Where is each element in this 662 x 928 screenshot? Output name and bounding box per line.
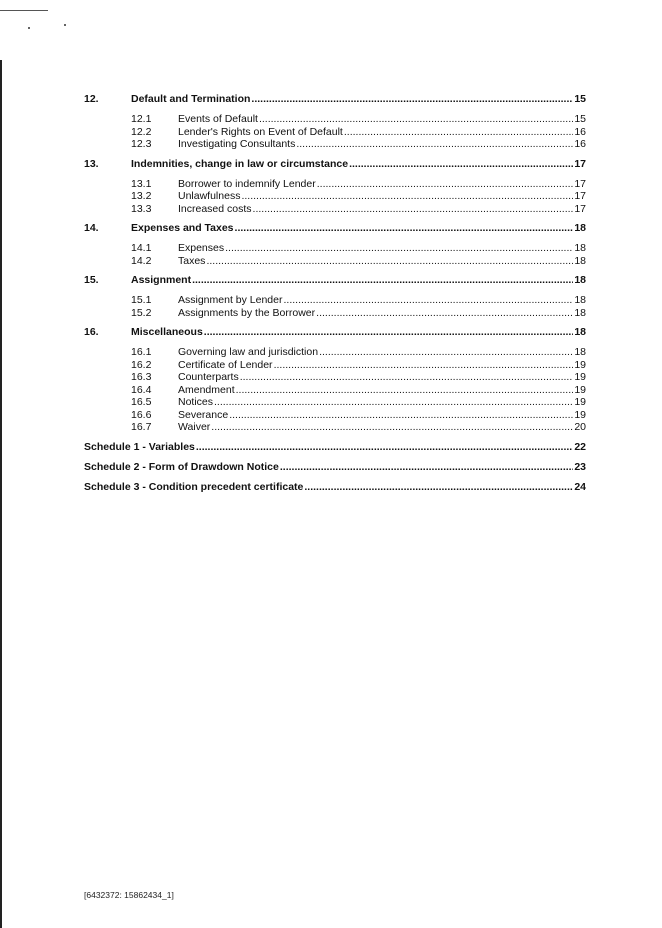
subsection-title: Notices — [178, 396, 214, 408]
subsection-number: 13.1 — [131, 177, 152, 190]
toc-subsection — [84, 346, 586, 359]
subsection-number: 16.2 — [131, 358, 152, 371]
dot-leader — [236, 384, 574, 397]
schedule-title: Schedule 3 - Condition precedent certificate — [84, 480, 304, 493]
subsection-title: Certificate of Lender — [178, 358, 273, 371]
dot-leader — [214, 396, 573, 409]
subsection-title: Counterparts — [178, 371, 239, 383]
scan-artifact-line — [0, 10, 48, 11]
toc-subsection — [84, 126, 586, 139]
subsection-title: Amendment — [178, 383, 235, 396]
subsection-number: 12.1 — [131, 113, 152, 125]
dot-leader — [280, 460, 573, 474]
dot-leader — [229, 409, 573, 422]
dot-leader — [192, 273, 573, 287]
subsection-title: Assignments by the Borrower — [178, 306, 316, 319]
dot-leader — [317, 178, 574, 191]
toc-schedule — [84, 460, 586, 474]
dot-leader — [240, 371, 574, 384]
section-title: Miscellaneous — [131, 326, 203, 338]
dot-leader — [296, 138, 573, 151]
subsection-title: Taxes — [178, 254, 206, 267]
scan-artifact-edge — [0, 60, 2, 928]
document-reference: [6432372: 15862434_1] — [84, 890, 174, 900]
toc-subsection — [84, 294, 586, 307]
toc-subsection — [84, 359, 586, 372]
dot-leader — [316, 307, 573, 320]
subsection-title: Unlawfulness — [178, 190, 241, 202]
dot-leader — [225, 242, 573, 255]
toc-section-heading — [84, 157, 586, 171]
toc-section — [84, 157, 586, 216]
subsection-number: 16.5 — [131, 396, 152, 408]
subsection-page-number: 19 — [574, 396, 586, 408]
section-page-number: 15 — [574, 93, 586, 105]
dot-leader — [211, 421, 573, 434]
toc-subsection — [84, 113, 586, 126]
subsection-page-number: 18 — [574, 294, 586, 306]
subsection-number: 14.1 — [131, 242, 152, 254]
toc-subsection — [84, 190, 586, 203]
toc-section-heading — [84, 92, 586, 106]
toc-subsection — [84, 384, 586, 397]
section-page-number: 18 — [574, 222, 586, 234]
subsection-page-number: 19 — [574, 358, 586, 371]
subsection-title: Expenses — [178, 242, 225, 254]
toc-schedule — [84, 480, 586, 494]
dot-leader — [283, 294, 573, 307]
dot-leader — [319, 346, 573, 359]
subsection-number: 16.3 — [131, 371, 152, 383]
toc-subsection — [84, 203, 586, 216]
subsection-title: Severance — [178, 408, 229, 421]
section-number: 12. — [84, 93, 99, 105]
toc-subsection — [84, 255, 586, 268]
subsection-page-number: 15 — [574, 113, 586, 125]
section-page-number: 17 — [574, 157, 586, 170]
toc-subsection-list — [84, 171, 586, 216]
subsection-page-number: 19 — [574, 383, 586, 396]
toc-subsection-list — [84, 287, 586, 319]
subsection-title: Investigating Consultants — [178, 138, 296, 150]
subsection-title: Lender's Rights on Event of Default — [178, 125, 343, 138]
toc-subsection — [84, 242, 586, 255]
subsection-number: 14.2 — [131, 254, 152, 267]
toc-section — [84, 221, 586, 267]
section-title: Default and Termination — [131, 93, 251, 105]
toc-subsection — [84, 138, 586, 151]
subsection-number: 13.3 — [131, 202, 152, 215]
toc-subsection — [84, 396, 586, 409]
section-page-number: 18 — [574, 326, 586, 338]
toc-subsection — [84, 307, 586, 320]
subsection-number: 16.4 — [131, 383, 152, 396]
schedule-page-number: 22 — [574, 440, 586, 453]
scan-artifact-dot — [64, 24, 66, 26]
dot-leader — [196, 440, 573, 454]
dot-leader — [344, 126, 573, 139]
toc-subsection — [84, 421, 586, 434]
subsection-number: 13.2 — [131, 190, 152, 202]
schedule-page-number: 23 — [574, 460, 586, 473]
subsection-page-number: 20 — [574, 421, 586, 433]
subsection-number: 15.2 — [131, 306, 152, 319]
section-title: Assignment — [131, 274, 192, 286]
toc-section — [84, 273, 586, 319]
toc-section-heading — [84, 273, 586, 287]
subsection-page-number: 16 — [574, 138, 586, 150]
section-title: Indemnities, change in law or circumstance — [131, 157, 349, 170]
section-number: 16. — [84, 326, 99, 338]
toc-subsection-list — [84, 106, 586, 151]
dot-leader — [235, 221, 574, 235]
subsection-page-number: 18 — [574, 306, 586, 319]
subsection-number: 16.7 — [131, 421, 152, 433]
toc-subsection-list — [84, 339, 586, 434]
dot-leader — [241, 190, 573, 203]
subsection-page-number: 19 — [574, 371, 586, 383]
subsection-title: Increased costs — [178, 202, 252, 215]
section-title: Expenses and Taxes — [131, 222, 234, 234]
toc-section — [84, 325, 586, 434]
subsection-page-number: 16 — [574, 125, 586, 138]
section-page-number: 18 — [574, 274, 586, 286]
scan-artifact-dot — [28, 27, 30, 29]
subsection-page-number: 17 — [574, 177, 586, 190]
subsection-title: Events of Default — [178, 113, 258, 125]
schedule-title: Schedule 2 - Form of Drawdown Notice — [84, 460, 279, 473]
toc-subsection-list — [84, 235, 586, 267]
toc-section-heading — [84, 325, 586, 339]
toc-schedule — [84, 440, 586, 454]
subsection-page-number: 19 — [574, 408, 586, 421]
subsection-page-number: 17 — [574, 202, 586, 215]
dot-leader — [251, 92, 573, 106]
subsection-page-number: 18 — [574, 242, 586, 254]
subsection-number: 16.1 — [131, 346, 152, 358]
subsection-title: Governing law and jurisdiction — [178, 346, 319, 358]
toc-section — [84, 92, 586, 151]
dot-leader — [274, 359, 574, 372]
subsection-title: Assignment by Lender — [178, 294, 283, 306]
section-number: 13. — [84, 157, 99, 170]
toc-subsection — [84, 371, 586, 384]
table-of-contents — [84, 92, 586, 500]
subsection-number: 12.3 — [131, 138, 152, 150]
subsection-number: 15.1 — [131, 294, 152, 306]
subsection-page-number: 17 — [574, 190, 586, 202]
subsection-page-number: 18 — [574, 254, 586, 267]
dot-leader — [204, 325, 574, 339]
subsection-title: Borrower to indemnify Lender — [178, 177, 316, 190]
subsection-title: Waiver — [178, 421, 211, 433]
schedule-title: Schedule 1 - Variables — [84, 440, 195, 453]
section-number: 14. — [84, 222, 99, 234]
toc-section-heading — [84, 221, 586, 235]
subsection-number: 12.2 — [131, 125, 152, 138]
toc-subsection — [84, 178, 586, 191]
dot-leader — [304, 480, 573, 494]
section-number: 15. — [84, 274, 99, 286]
dot-leader — [253, 203, 574, 216]
subsection-page-number: 18 — [574, 346, 586, 358]
schedule-page-number: 24 — [574, 480, 586, 493]
subsection-number: 16.6 — [131, 408, 152, 421]
dot-leader — [259, 113, 573, 126]
dot-leader — [349, 157, 573, 171]
toc-subsection — [84, 409, 586, 422]
dot-leader — [206, 255, 573, 268]
